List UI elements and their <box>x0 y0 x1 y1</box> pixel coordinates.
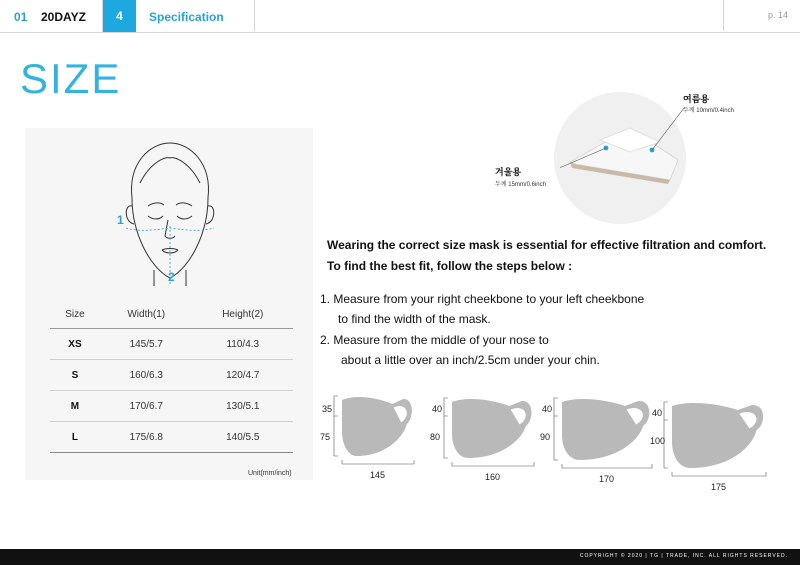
width-dimension-label: 145 <box>370 470 386 480</box>
size-table <box>50 300 293 453</box>
table-row <box>50 329 293 360</box>
bottom-dimension-label: 90 <box>540 432 551 442</box>
mask-shape <box>452 399 532 458</box>
mask-shape <box>562 399 649 460</box>
size-cell: XS <box>50 329 100 360</box>
height-cell: 130/5.1 <box>193 391 293 422</box>
intro-line-1: Wearing the correct size mask is essential for effective filtration and comfort. <box>327 238 767 252</box>
size-cell: L <box>50 422 100 453</box>
tab-number[interactable]: 4 <box>103 0 136 32</box>
summer-thickness: 두께 10mm/0.4inch <box>683 108 734 114</box>
height-bracket <box>334 396 338 456</box>
size-cell: S <box>50 360 100 391</box>
height-bracket <box>554 398 558 460</box>
page-box <box>722 0 800 31</box>
step-1-line-1: 1. Measure from your right cheekbone to your left cheekbone <box>320 292 645 306</box>
width-dimension-label: 170 <box>599 474 615 484</box>
top-dimension-label: 35 <box>322 404 333 414</box>
face-illustration <box>110 138 230 288</box>
col-size: Size <box>50 300 100 329</box>
step-2-line-1: 2. Measure from the middle of your nose to <box>320 333 549 347</box>
winter-label: 겨울용 <box>495 167 522 177</box>
top-dimension-label: 40 <box>652 408 663 418</box>
unit-note: Unit(mm/inch) <box>248 470 292 477</box>
tab-title[interactable]: Specification <box>149 10 224 24</box>
bottom-dimension-label: 75 <box>320 432 331 442</box>
measure-label-2: 2 <box>168 270 175 284</box>
header-spacer <box>254 0 724 31</box>
col-height: Height(2) <box>193 300 293 329</box>
bottom-dimension-label: 80 <box>430 432 441 442</box>
mask-diagram <box>430 398 534 482</box>
step-1-line-2: to find the width of the mask. <box>338 312 491 326</box>
height-cell: 110/4.3 <box>193 329 293 360</box>
mask-shape <box>342 397 412 456</box>
step-2-line-2: about a little over an inch/2.5cm under your chin. <box>341 353 600 367</box>
width-bracket <box>452 462 534 466</box>
page-title: SIZE <box>20 55 122 102</box>
height-cell: 120/4.7 <box>193 360 293 391</box>
section-number: 01 <box>14 10 28 24</box>
width-cell: 145/5.7 <box>100 329 193 360</box>
size-cell: M <box>50 391 100 422</box>
measure-label-1: 1 <box>117 213 124 227</box>
width-cell: 160/6.3 <box>100 360 193 391</box>
page-number: p. 14 <box>767 10 788 20</box>
height-cell: 140/5.5 <box>193 422 293 453</box>
table-row <box>50 391 293 422</box>
summer-label: 여름용 <box>683 94 710 104</box>
top-dimension-label: 40 <box>542 404 553 414</box>
table-row <box>50 360 293 391</box>
table-row <box>50 422 293 453</box>
copyright: COPYRIGHT © 2020 | TG | TRADE, INC. ALL RIGHTS RESERVED. <box>579 553 788 559</box>
col-width: Width(1) <box>100 300 193 329</box>
mask-diagram <box>540 398 652 484</box>
height-bracket <box>664 402 668 468</box>
winter-thickness: 두께 15mm/0.6inch <box>495 182 546 188</box>
width-cell: 170/6.7 <box>100 391 193 422</box>
mask-thickness-photo <box>560 100 685 200</box>
table-header-row <box>50 300 293 329</box>
height-bracket <box>444 398 448 458</box>
width-bracket <box>562 464 652 468</box>
width-bracket <box>672 472 766 476</box>
mask-diagram <box>320 396 414 480</box>
brand-name: 20DAYZ <box>41 10 86 24</box>
top-dimension-label: 40 <box>432 404 443 414</box>
mask-size-diagrams <box>312 390 782 490</box>
intro-line-2: To find the best fit, follow the steps below : <box>327 259 573 273</box>
bottom-dimension-label: 100 <box>650 436 666 446</box>
width-bracket <box>342 460 414 464</box>
mask-diagram <box>650 402 766 490</box>
width-cell: 175/6.8 <box>100 422 193 453</box>
width-dimension-label: 160 <box>485 472 501 482</box>
width-dimension-label: 175 <box>711 482 727 490</box>
